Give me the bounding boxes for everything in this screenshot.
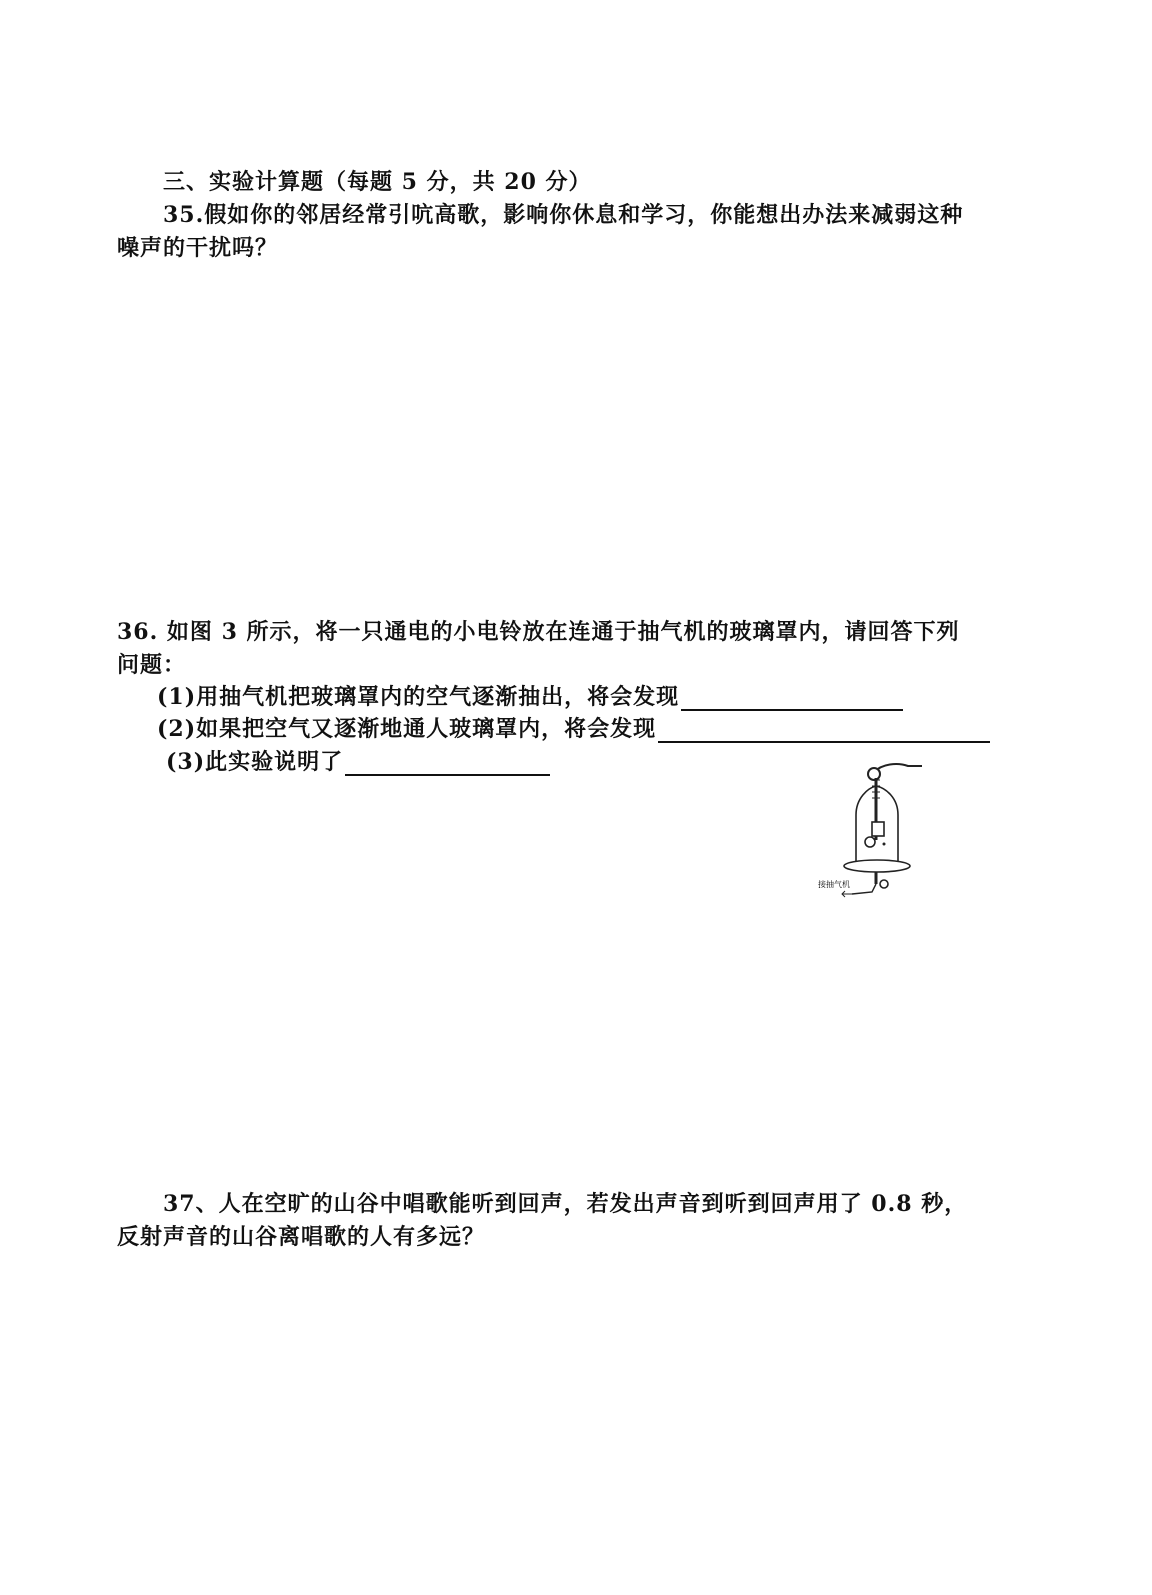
electric-bell xyxy=(872,822,884,836)
bell-jar-figure xyxy=(812,760,942,910)
question-37-line-2: 反射声音的山谷离唱歌的人有多远？ xyxy=(117,1224,486,1250)
figure-label: 接抽气机 xyxy=(818,880,850,889)
section-heading: 三、实验计算题（每题 5 分，共 20 分） xyxy=(163,169,592,195)
bell-dome xyxy=(865,837,875,847)
question-37-line-1: 37、人在空旷的山谷中唱歌能听到回声，若发出声音到听到回声用了 0.8 秒， xyxy=(163,1191,968,1217)
top-tube xyxy=(874,764,922,772)
question-36-part-1 xyxy=(157,680,903,711)
valve xyxy=(880,880,888,888)
question-35-line-2: 噪声的干扰吗？ xyxy=(117,235,279,261)
tube-knob xyxy=(868,768,880,780)
part-3-text: (3)此实验说明了 xyxy=(166,749,344,775)
question-36-line-2: 问题： xyxy=(117,652,187,678)
part-3-answer-blank[interactable] xyxy=(345,752,550,776)
part-1-text: (1)用抽气机把玻璃罩内的空气逐渐抽出，将会发现 xyxy=(157,684,680,710)
question-36-part-3 xyxy=(166,745,550,776)
question-36-line-1: 36. 如图 3 所示，将一只通电的小电铃放在连通于抽气机的玻璃罩内，请回答下列 xyxy=(117,619,960,645)
part-1-answer-blank[interactable] xyxy=(681,687,903,711)
question-35-line-1: 35.假如你的邻居经常引吭高歌，影响你休息和学习，你能想出办法来减弱这种 xyxy=(163,202,964,228)
base-plate xyxy=(844,860,910,872)
part-2-answer-blank[interactable] xyxy=(658,719,990,743)
arrow xyxy=(842,891,852,897)
hose xyxy=(852,884,876,894)
question-36-part-2 xyxy=(157,712,990,743)
part-2-text: (2)如果把空气又逐渐地通人玻璃罩内，将会发现 xyxy=(157,716,657,742)
